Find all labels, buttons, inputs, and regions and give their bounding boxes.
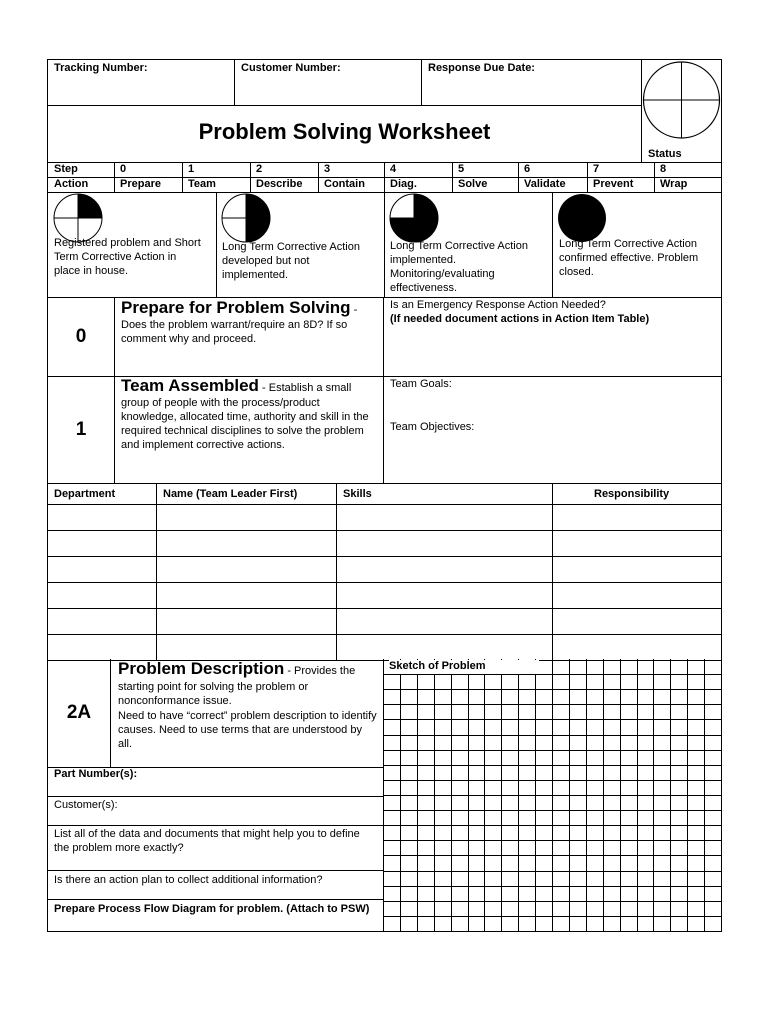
sketch-grid-line xyxy=(383,674,721,675)
sketch-of-problem-label: Sketch of Problem xyxy=(389,660,539,674)
step-number-8: 8 xyxy=(660,163,667,175)
step-number-1: 1 xyxy=(188,163,195,175)
status-pie-fill xyxy=(558,194,606,242)
frame-bottom xyxy=(47,931,722,932)
frame-top xyxy=(47,59,722,60)
data-documents-question: List all of the data and documents that might help you to define the problem more exactly? xyxy=(54,828,360,854)
sketch-grid-line xyxy=(383,825,721,826)
step-col-divider xyxy=(250,162,251,192)
team-table-row xyxy=(47,556,722,557)
action-row-label: Action xyxy=(54,178,89,190)
sketch-grid-line xyxy=(383,855,721,856)
step-row-label: Step xyxy=(54,163,78,175)
step-action-3: Contain xyxy=(324,178,365,190)
step-col-divider xyxy=(654,162,655,192)
section-2a-number: 2A xyxy=(66,702,92,723)
step-number-6: 6 xyxy=(524,163,531,175)
sketch-grid-line xyxy=(383,704,721,705)
section-1-number: 1 xyxy=(75,419,87,440)
sketch-grid-line xyxy=(383,750,721,751)
sketch-grid-line xyxy=(383,871,721,872)
step-number-3: 3 xyxy=(324,163,331,175)
customer-number-label: Customer Number: xyxy=(241,62,341,74)
section-0-heading-line: Prepare for Problem Solving - xyxy=(121,298,358,317)
sketch-grid-line xyxy=(383,901,721,902)
frame-left xyxy=(47,59,48,932)
team-goals-label: Team Goals: xyxy=(390,378,452,390)
section-2a-body-2: Need to have “correct” problem description to identify causes. Need to use terms that are understood by all. xyxy=(118,710,377,750)
sketch-grid-line xyxy=(383,689,721,690)
response-due-date-label: Response Due Date: xyxy=(428,62,535,74)
step-number-0: 0 xyxy=(120,163,127,175)
step-action-0: Prepare xyxy=(120,178,161,190)
emergency-question: Is an Emergency Response Action Needed? xyxy=(390,299,606,311)
section-1-body: group of people with the process/product knowledge, allocated time, authority and skill in the required technical disciplines to solve the problem and implement corrective actions. xyxy=(121,397,369,451)
step-action-8: Wrap xyxy=(660,178,688,190)
process-flow-instruction: Prepare Process Flow Diagram for problem. (Attach to PSW) xyxy=(54,903,370,915)
status-legend-text: Long Term Corrective Action implemented. Monitoring/evaluating effectiveness. xyxy=(390,240,528,294)
section-2a-heading-line: Problem Description - Provides the xyxy=(118,659,356,678)
col-header-department: Department xyxy=(54,488,116,500)
sketch-grid-line xyxy=(383,795,721,796)
sketch-grid-line xyxy=(383,810,721,811)
section-0-heading: Prepare for Problem Solving xyxy=(121,298,351,317)
status-pie-icon xyxy=(220,192,272,244)
status-legend-text: Long Term Corrective Action confirmed effective. Problem closed. xyxy=(559,238,699,278)
section-0-number: 0 xyxy=(75,326,87,347)
sketch-grid-line xyxy=(383,840,721,841)
tracking-number-label: Tracking Number: xyxy=(54,62,148,74)
status-label: Status xyxy=(648,148,682,160)
step-col-divider xyxy=(587,162,588,192)
step-number-4: 4 xyxy=(390,163,397,175)
step-action-5: Solve xyxy=(458,178,488,190)
sketch-grid-line xyxy=(383,735,721,736)
step-col-divider xyxy=(452,162,453,192)
status-pie-icon xyxy=(388,192,440,244)
section-1-heading-line: Team Assembled - Establish a small xyxy=(121,376,352,395)
step-action-7: Prevent xyxy=(593,178,634,190)
step-number-2: 2 xyxy=(256,163,263,175)
col-header-responsibility: Responsibility xyxy=(594,488,670,500)
step-col-divider xyxy=(318,162,319,192)
section-2a-heading: Problem Description xyxy=(118,659,285,678)
team-table-row xyxy=(47,608,722,609)
sketch-grid-line xyxy=(383,916,721,917)
step-col-divider xyxy=(182,162,183,192)
team-table-row xyxy=(47,582,722,583)
step-number-7: 7 xyxy=(593,163,600,175)
status-crosshair-icon xyxy=(642,60,721,140)
step-col-divider xyxy=(518,162,519,192)
page-title: Problem Solving Worksheet xyxy=(198,119,491,144)
step-col-divider xyxy=(114,162,115,192)
sketch-grid-line xyxy=(383,886,721,887)
team-objectives-label: Team Objectives: xyxy=(390,421,475,433)
step-action-2: Describe xyxy=(256,178,303,190)
customers-label: Customer(s): xyxy=(54,799,118,811)
status-legend-text: Long Term Corrective Action developed but not implemented. xyxy=(222,241,360,281)
step-action-4: Diag. xyxy=(390,178,417,190)
sketch-grid-line xyxy=(383,765,721,766)
section-0-body: Does the problem warrant/require an 8D? If so comment why and proceed. xyxy=(121,319,348,345)
team-table-row xyxy=(47,634,722,635)
action-plan-question: Is there an action plan to collect additional information? xyxy=(54,874,323,886)
frame-right xyxy=(721,59,722,932)
emergency-note: (If needed document actions in Action Item Table) xyxy=(390,313,650,325)
sketch-grid-line xyxy=(383,719,721,720)
status-legend-text: Registered problem and Short Term Corrective Action in place in house. xyxy=(54,237,201,277)
col-header-name: Name (Team Leader First) xyxy=(163,488,298,500)
step-action-6: Validate xyxy=(524,178,566,190)
sketch-grid-line xyxy=(383,780,721,781)
step-action-1: Team xyxy=(188,178,216,190)
part-numbers-label: Part Number(s): xyxy=(54,768,138,780)
step-col-divider xyxy=(384,162,385,192)
team-table-row xyxy=(47,530,722,531)
section-1-heading: Team Assembled xyxy=(121,376,259,395)
team-table-row xyxy=(47,504,722,505)
col-header-skills: Skills xyxy=(343,488,372,500)
step-number-5: 5 xyxy=(458,163,465,175)
section-2a-body: starting point for solving the problem or nonconformance issue. xyxy=(118,681,309,707)
